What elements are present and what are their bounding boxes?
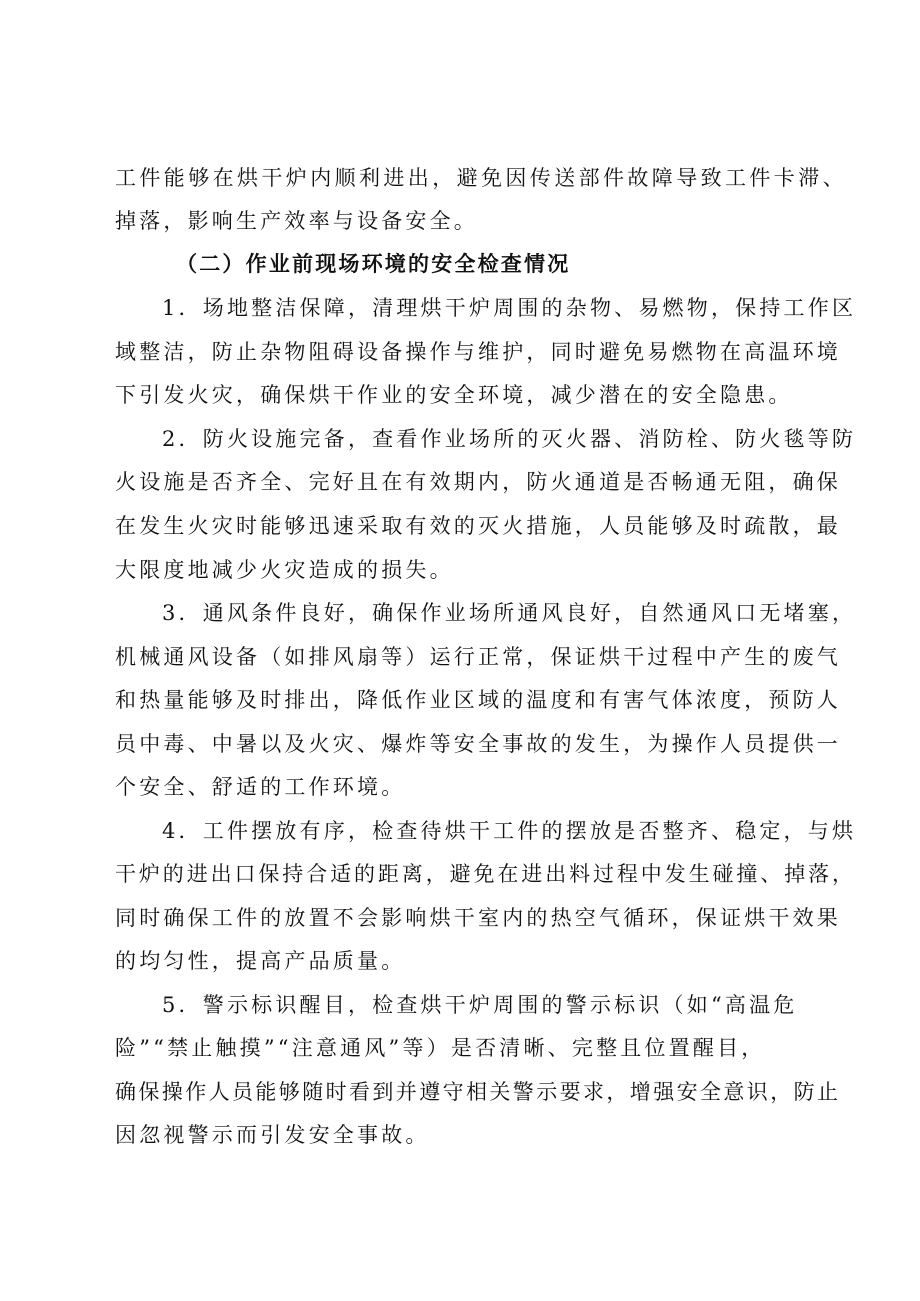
item-5-line-1: 5．警示标识醒目，检查烘干炉周围的警示标识（如“高温危 bbox=[162, 993, 798, 1017]
item-5-line-3: 确保操作人员能够随时看到并遵守相关警示要求，增强安全意识，防止 bbox=[115, 1080, 841, 1104]
item-3-line-4: 员中毒、中暑以及火灾、爆炸等安全事故的发生，为操作人员提供一 bbox=[115, 732, 841, 756]
item-2-line-3: 在发生火灾时能够迅速采取有效的灭火措施，人员能够及时疏散，最 bbox=[115, 514, 841, 538]
item-2-line-2: 火设施是否齐全、完好且在有效期内，防火通道是否畅通无阻，确保 bbox=[115, 470, 841, 494]
item-4-line-1: 4．工件摆放有序，检查待烘干工件的摆放是否整齐、稳定，与烘 bbox=[162, 819, 857, 843]
item-3-line-1: 3．通风条件良好，确保作业场所通风良好，自然通风口无堵塞， bbox=[162, 601, 857, 625]
item-1-line-3: 下引发火灾，确保烘干作业的安全环境，减少潜在的安全隐患。 bbox=[115, 383, 793, 407]
item-2-line-4: 大限度地减少火灾造成的损失。 bbox=[115, 558, 454, 582]
item-3-line-3: 和热量能够及时排出，降低作业区域的温度和有害气体浓度，预防人 bbox=[115, 688, 841, 712]
text-line: 掉落，影响生产效率与设备安全。 bbox=[115, 209, 478, 233]
item-3-line-5: 个安全、舒适的工作环境。 bbox=[115, 775, 406, 799]
item-2-line-1: 2．防火设施完备，查看作业场所的灭火器、消防栓、防火毯等防 bbox=[162, 427, 857, 451]
item-3-line-2: 机械通风设备（如排风扇等）运行正常，保证烘干过程中产生的废气 bbox=[115, 645, 841, 669]
item-1-line-2: 域整洁，防止杂物阻碍设备操作与维护，同时避免易燃物在高温环境 bbox=[115, 340, 841, 364]
item-4-line-3: 同时确保工件的放置不会影响烘干室内的热空气循环，保证烘干效果 bbox=[115, 906, 841, 930]
item-1-line-1: 1．场地整洁保障，清理烘干炉周围的杂物、易燃物，保持工作区 bbox=[162, 296, 857, 320]
item-4-line-2: 干炉的进出口保持合适的距离，避免在进出料过程中发生碰撞、掉落， bbox=[115, 862, 856, 886]
text-line: 工件能够在烘干炉内顺利进出，避免因传送部件故障导致工件卡滞、 bbox=[115, 166, 847, 190]
item-5-line-4: 因忽视警示而引发安全事故。 bbox=[115, 1123, 430, 1147]
item-4-line-4: 的均匀性，提高产品质量。 bbox=[115, 949, 406, 973]
item-5-line-2: 险”“禁止触摸”“注意通风”等）是否清晰、完整且位置醒目， bbox=[115, 1036, 766, 1060]
section-heading: （二）作业前现场环境的安全检查情况 bbox=[176, 251, 571, 276]
